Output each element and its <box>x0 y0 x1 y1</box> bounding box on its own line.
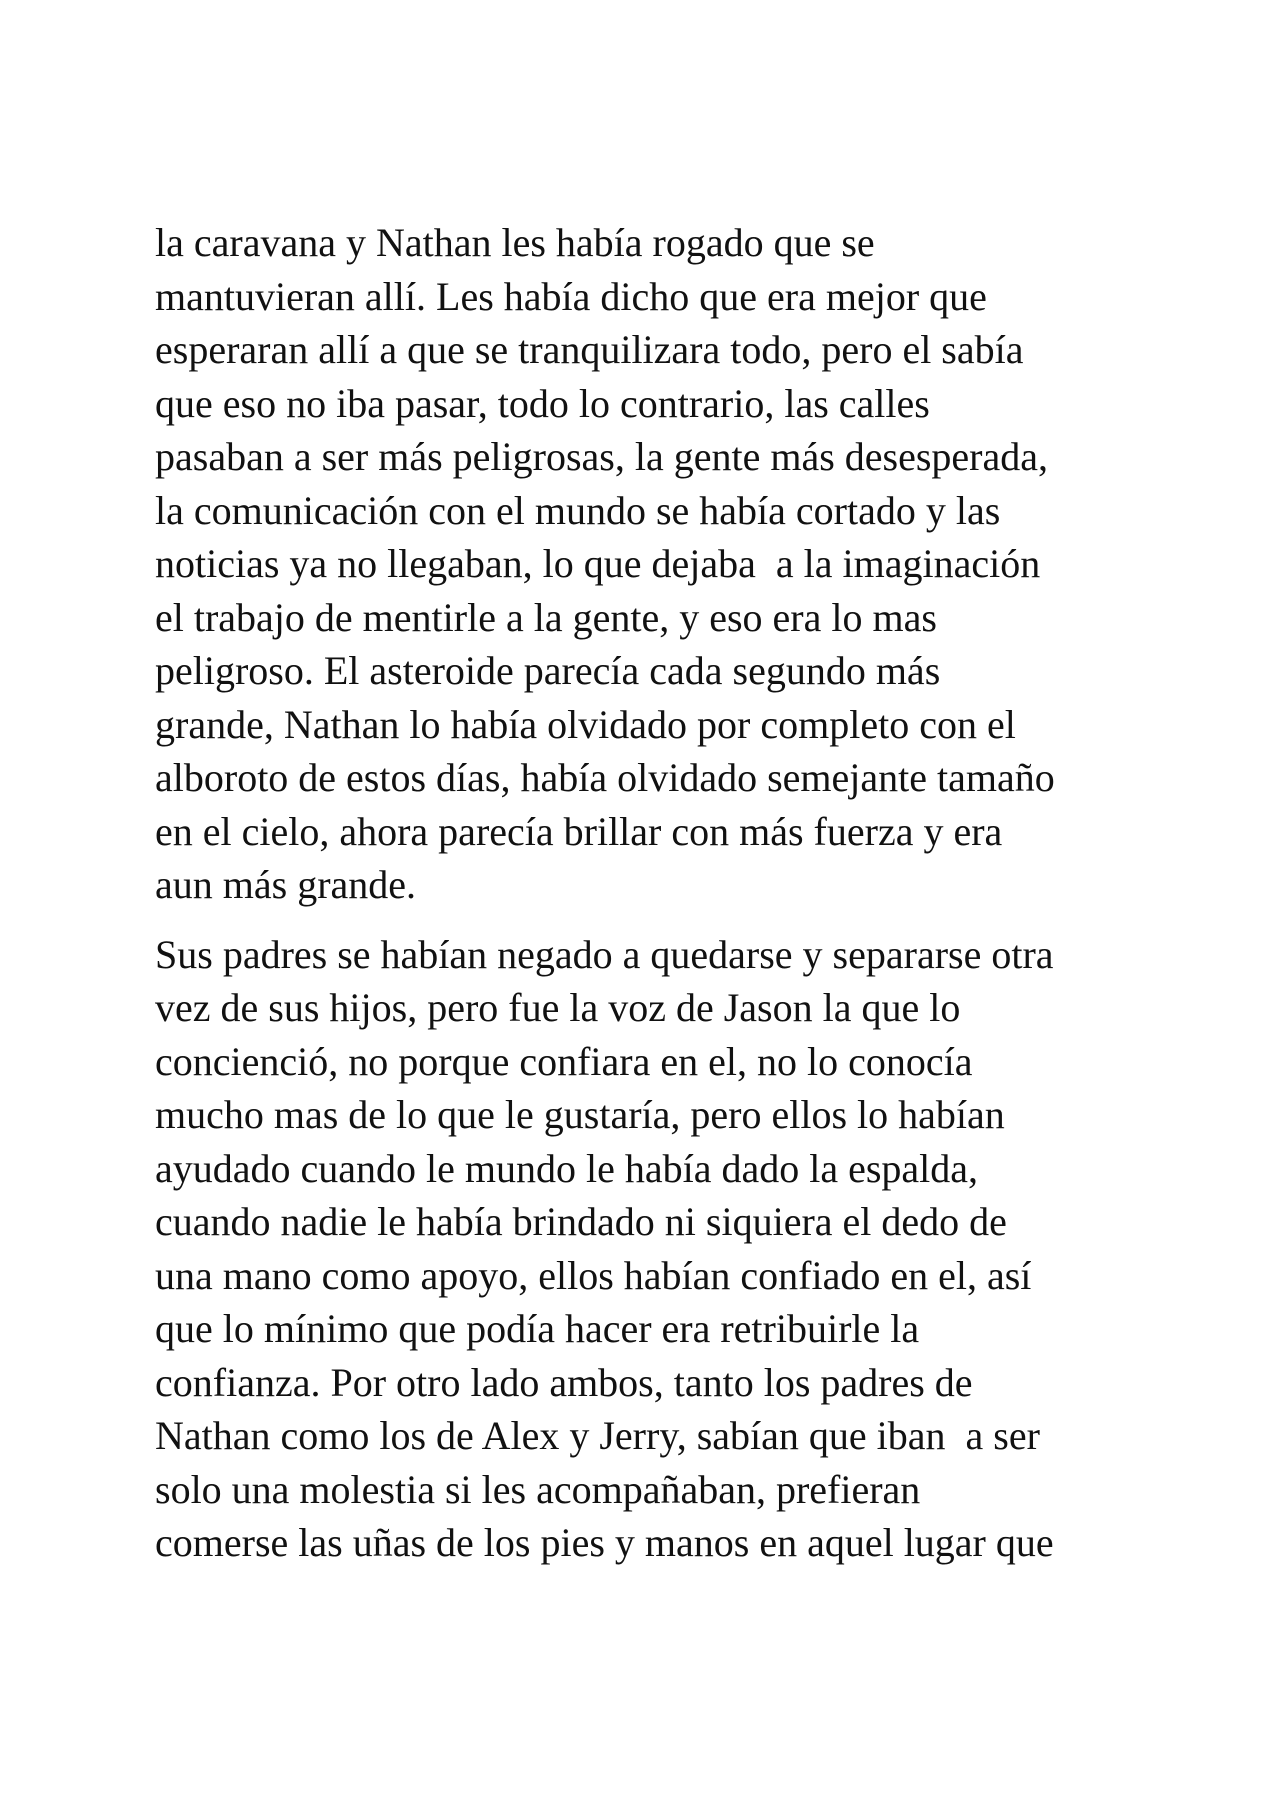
body-text <box>155 216 1155 1570</box>
text-line: confianza. Por otro lado ambos, tanto los padres de <box>155 1359 973 1405</box>
text-line: una mano como apoyo, ellos habían confiado en el, así <box>155 1252 1032 1298</box>
text-line: solo una molestia si les acompañaban, prefieran <box>155 1466 921 1512</box>
text-line: noticias ya no llegaban, lo que dejaba a la imaginación <box>155 541 1041 586</box>
text-line: el trabajo de mentirle a la gente, y eso era lo mas <box>155 594 937 640</box>
text-line: alboroto de estos días, había olvidado semejante tamaño <box>155 755 1055 800</box>
text-line: mantuvieran allí. Les había dicho que era mejor que <box>155 273 987 319</box>
text-line: vez de sus hijos, pero fue la voz de Jason la que lo <box>155 985 961 1030</box>
text-line: mucho mas de lo que le gustaría, pero ellos lo habían <box>155 1092 1005 1137</box>
text-line: esperaran allí a que se tranquilizara todo, pero el sabía <box>155 327 1024 372</box>
text-line: en el cielo, ahora parecía brillar con más fuerza y era <box>155 808 1003 854</box>
text-line: que lo mínimo que podía hacer era retribuirle la <box>155 1306 920 1351</box>
text-line: la comunicación con el mundo se había cortado y las <box>155 487 1001 533</box>
paragraph-2 <box>155 928 1155 1570</box>
text-line: Sus padres se habían negado a quedarse y separarse otra <box>155 931 1054 977</box>
text-line: pasaban a ser más peligrosas, la gente más desesperada, <box>155 434 1048 479</box>
text-line: la caravana y Nathan les había rogado que se <box>155 220 875 265</box>
text-line: ayudado cuando le mundo le había dado la espalda, <box>155 1145 979 1191</box>
text-line: aun más grande. <box>155 862 417 907</box>
text-line: grande, Nathan lo había olvidado por completo con el <box>155 701 1016 747</box>
text-line: concienció, no porque confiara en el, no lo conocía <box>155 1038 973 1084</box>
text-line: que eso no iba pasar, todo lo contrario, las calles <box>155 380 930 426</box>
text-line: Nathan como los de Alex y Jerry, sabían que iban a ser <box>155 1413 1040 1458</box>
text-line: cuando nadie le había brindado ni siquiera el dedo de <box>155 1199 1007 1244</box>
text-line: comerse las uñas de los pies y manos en aquel lugar que <box>155 1520 1054 1565</box>
paragraph-1 <box>155 216 1155 912</box>
text-line: peligroso. El asteroide parecía cada segundo más <box>155 648 941 693</box>
